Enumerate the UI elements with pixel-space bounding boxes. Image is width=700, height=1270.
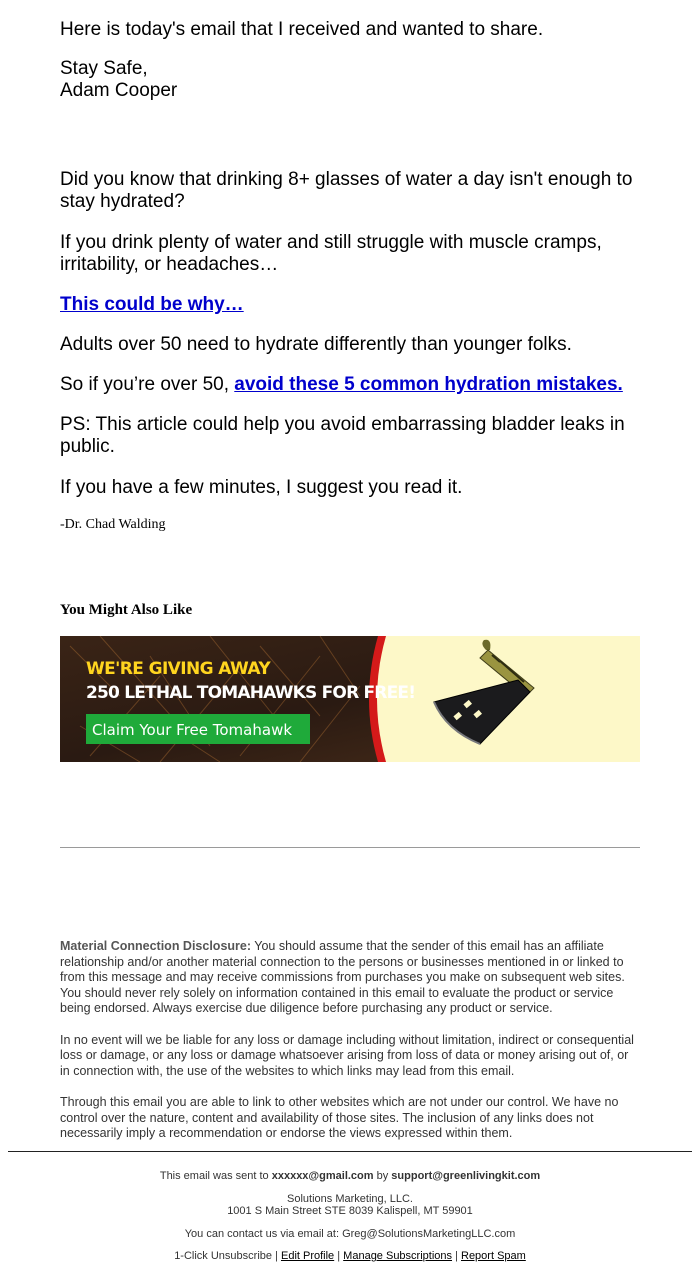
footer-address: 1001 S Main Street STE 8039 Kalispell, MT 59901 bbox=[227, 1205, 473, 1217]
disclosure-text-1: You should assume that the sender of this email has an affiliate relationship and/or another material connection to the persons or businesses mentioned in or linked to from this message and may receive commissions from purchases you make on subsequent web sites. You should never rely solely on information contained in this email to evaluate the product or service being endorsed. Always exercise due diligence before purchasing any product or service. bbox=[60, 939, 625, 1015]
article-paragraph-6: If you have a few minutes, I suggest you read it. bbox=[60, 477, 463, 498]
recipient-email: xxxxxx@gmail.com bbox=[271, 1170, 374, 1182]
intro-block bbox=[60, 19, 640, 102]
footer-contact: You can contact us via email at: Greg@SolutionsMarketingLLC.com bbox=[184, 1228, 516, 1240]
banner-headline-1: WE'RE GIVING AWAY bbox=[86, 659, 271, 679]
sender-name: Adam Cooper bbox=[60, 80, 178, 101]
article-paragraph-1: Did you know that drinking 8+ glasses of water a day isn't enough to stay hydrated? bbox=[60, 169, 633, 212]
this-could-be-why-link[interactable]: This could be why… bbox=[60, 294, 244, 315]
edit-profile-link[interactable]: Edit Profile bbox=[280, 1250, 335, 1262]
section-divider bbox=[60, 847, 640, 848]
disclosure-title: Material Connection Disclosure: bbox=[60, 939, 252, 953]
signoff-text: Stay Safe, bbox=[60, 58, 148, 79]
article-paragraph-2: If you drink plenty of water and still struggle with muscle cramps, irritability, or headaches… bbox=[60, 232, 602, 275]
hydration-mistakes-link[interactable]: avoid these 5 common hydration mistakes. bbox=[234, 374, 623, 395]
article-paragraph-4 bbox=[60, 374, 640, 396]
intro-text: Here is today's email that I received and wanted to share. bbox=[60, 19, 544, 40]
footer-by: by bbox=[373, 1170, 392, 1182]
disclosure-paragraph-3: Through this email you are able to link to other websites which are not under our control. We have no control over the nature, content and availability of those sites. The inclusion of any links does not necessarily imply a recommendation or endorse the views expressed within them. bbox=[60, 1095, 619, 1140]
sender-email: support@greenlivingkit.com bbox=[391, 1170, 541, 1182]
footer-links bbox=[0, 1250, 700, 1263]
article-paragraph-5: PS: This article could help you avoid embarrassing bladder leaks in public. bbox=[60, 414, 625, 457]
footer-sent-to-prefix: This email was sent to bbox=[159, 1170, 272, 1182]
banner-graphic bbox=[60, 636, 640, 762]
footer-sent-to bbox=[0, 1170, 700, 1183]
footer-sep-1: | bbox=[272, 1250, 281, 1262]
footer-sep-3: | bbox=[452, 1250, 461, 1262]
unsubscribe-link[interactable]: 1-Click Unsubscribe bbox=[174, 1250, 272, 1262]
article-paragraph-3: Adults over 50 need to hydrate differently than younger folks. bbox=[60, 334, 572, 355]
disclosure-block bbox=[60, 939, 640, 1142]
footer-company: Solutions Marketing, LLC. bbox=[287, 1193, 413, 1205]
disclosure-paragraph-1 bbox=[60, 939, 640, 1017]
manage-subscriptions-link[interactable]: Manage Subscriptions bbox=[343, 1250, 453, 1262]
footer-sep-2: | bbox=[334, 1250, 344, 1262]
claim-tomahawk-button-label: Claim Your Free Tomahawk bbox=[92, 721, 293, 739]
report-spam-link[interactable]: Report Spam bbox=[461, 1250, 526, 1262]
footer-divider bbox=[8, 1151, 692, 1152]
recommend-heading: You Might Also Like bbox=[60, 602, 193, 618]
disclosure-paragraph-2: In no event will we be liable for any loss or damage including without limitation, indirect or consequential loss or damage, or any loss or damage whatsoever arising from loss of data or money arising out of, or in connection with, the use of the websites to which links may lead from this email. bbox=[60, 1032, 634, 1078]
article-body bbox=[60, 169, 640, 533]
tomahawk-ad-banner[interactable] bbox=[60, 636, 640, 762]
banner-headline-2: 250 LETHAL TOMAHAWKS FOR FREE! bbox=[86, 683, 416, 703]
article-paragraph-4-prefix: So if you’re over 50, bbox=[60, 374, 235, 395]
signature: -Dr. Chad Walding bbox=[60, 517, 166, 532]
